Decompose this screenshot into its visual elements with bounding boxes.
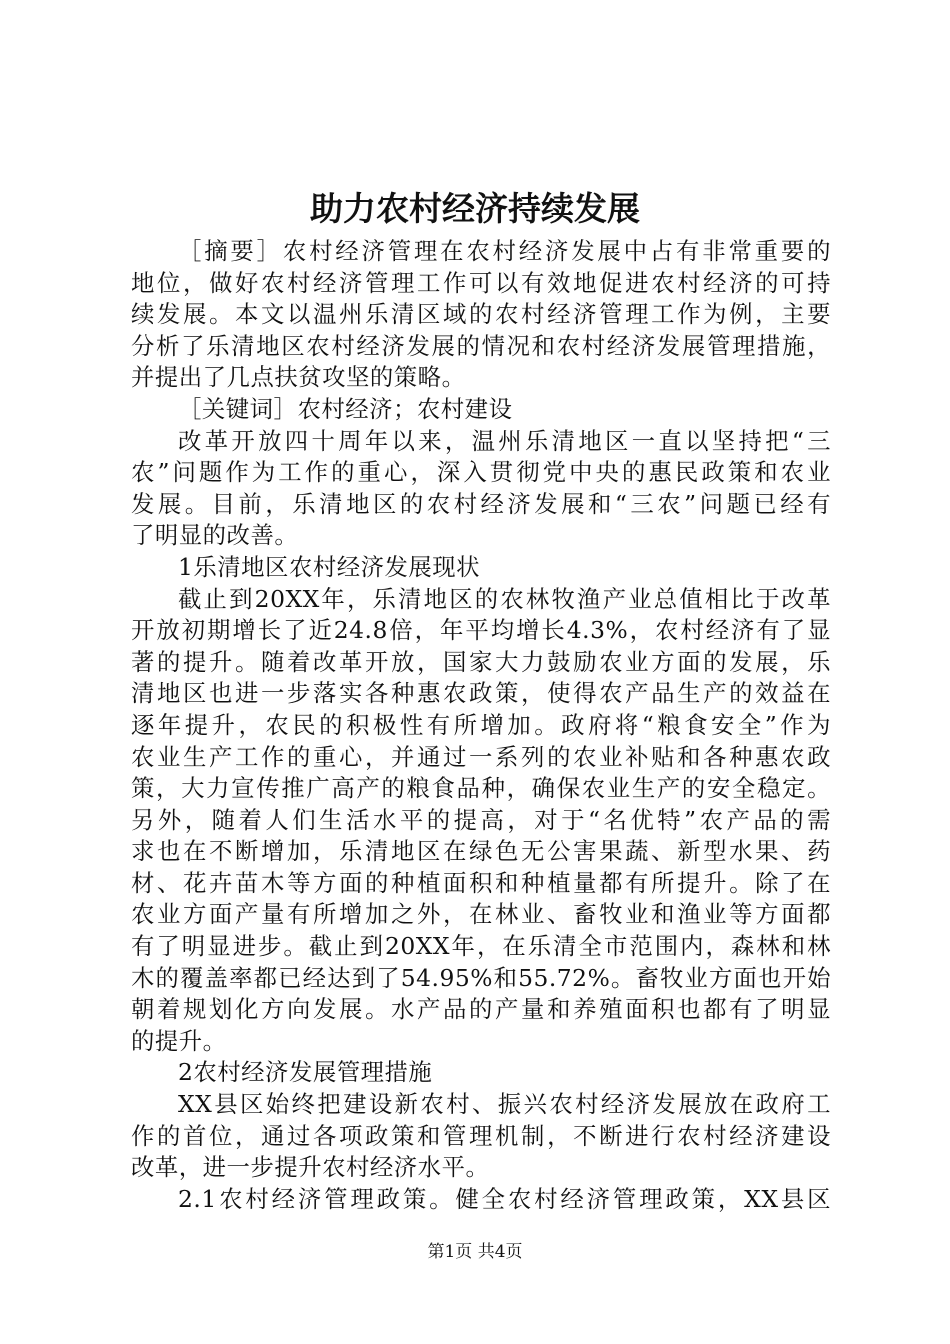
body-line: 求也在不断增加，乐清地区在绿色无公害果蔬、新型水果、药	[131, 837, 831, 866]
body-line: 分析了乐清地区农村经济发展的情况和农村经济发展管理措施，	[131, 331, 831, 360]
body-line: 2.1农村经济管理政策。健全农村经济管理政策，XX县区	[178, 1184, 831, 1213]
body-line: 2农村经济发展管理措施	[178, 1058, 433, 1087]
body-line: 作的首位，通过各项政策和管理机制，不断进行农村经济建设	[131, 1121, 831, 1150]
body-line: XX县区始终把建设新农村、振兴农村经济发展放在政府工	[178, 1090, 831, 1119]
body-line: 了明显的改善。	[131, 521, 299, 550]
body-line: 著的提升。随着改革开放，国家大力鼓励农业方面的发展，乐	[131, 647, 831, 676]
body-line: 木的覆盖率都已经达到了54.95%和55.72%。畜牧业方面也开始	[131, 963, 831, 992]
body-line: ［关键词］农村经济；农村建设	[178, 394, 513, 423]
body-line: ［摘要］农村经济管理在农村经济发展中占有非常重要的	[178, 237, 831, 265]
body-line: 有了明显进步。截止到20XX年，在乐清全市范围内，森林和林	[131, 932, 831, 961]
body-line: 续发展。本文以温州乐清区域的农村经济管理工作为例，主要	[131, 300, 831, 329]
body-line: 农”问题作为工作的重心，深入贯彻党中央的惠民政策和农业	[131, 458, 831, 487]
body-line: 逐年提升，农民的积极性有所增加。政府将“粮食安全”作为	[131, 710, 831, 739]
body-line: 开放初期增长了近24.8倍，年平均增长4.3%，农村经济有了显	[131, 616, 831, 645]
body-line: 清地区也进一步落实各种惠农政策，使得农产品生产的效益在	[131, 679, 831, 708]
body-line: 改革开放四十周年以来，温州乐清地区一直以坚持把“三	[178, 426, 831, 455]
body-line: 地位，做好农村经济管理工作可以有效地促进农村经济的可持	[131, 268, 831, 297]
document-title: 助力农村经济持续发展	[310, 189, 640, 228]
body-line: 并提出了几点扶贫攻坚的策略。	[131, 363, 466, 392]
body-line: 截止到20XX年，乐清地区的农林牧渔产业总值相比于改革	[178, 584, 831, 613]
body-line: 策，大力宣传推广高产的粮食品种，确保农业生产的安全稳定。	[131, 774, 831, 803]
page-footer: 第1页 共4页	[427, 1242, 523, 1262]
body-line: 的提升。	[131, 1026, 227, 1055]
body-line: 改革，进一步提升农村经济水平。	[131, 1153, 490, 1182]
body-line: 材、花卉苗木等方面的种植面积和种植量都有所提升。除了在	[131, 868, 831, 897]
body-line: 1乐清地区农村经济发展现状	[178, 552, 481, 581]
body-line: 农业生产工作的重心，并通过一系列的农业补贴和各种惠农政	[131, 742, 831, 771]
body-line: 发展。目前，乐清地区的农村经济发展和“三农”问题已经有	[131, 489, 831, 518]
body-line: 朝着规划化方向发展。水产品的产量和养殖面积也都有了明显	[131, 995, 831, 1024]
body-line: 另外，随着人们生活水平的提高，对于“名优特”农产品的需	[131, 805, 831, 834]
document-body	[131, 236, 831, 1215]
body-line: 农业方面产量有所增加之外，在林业、畜牧业和渔业等方面都	[131, 900, 831, 929]
